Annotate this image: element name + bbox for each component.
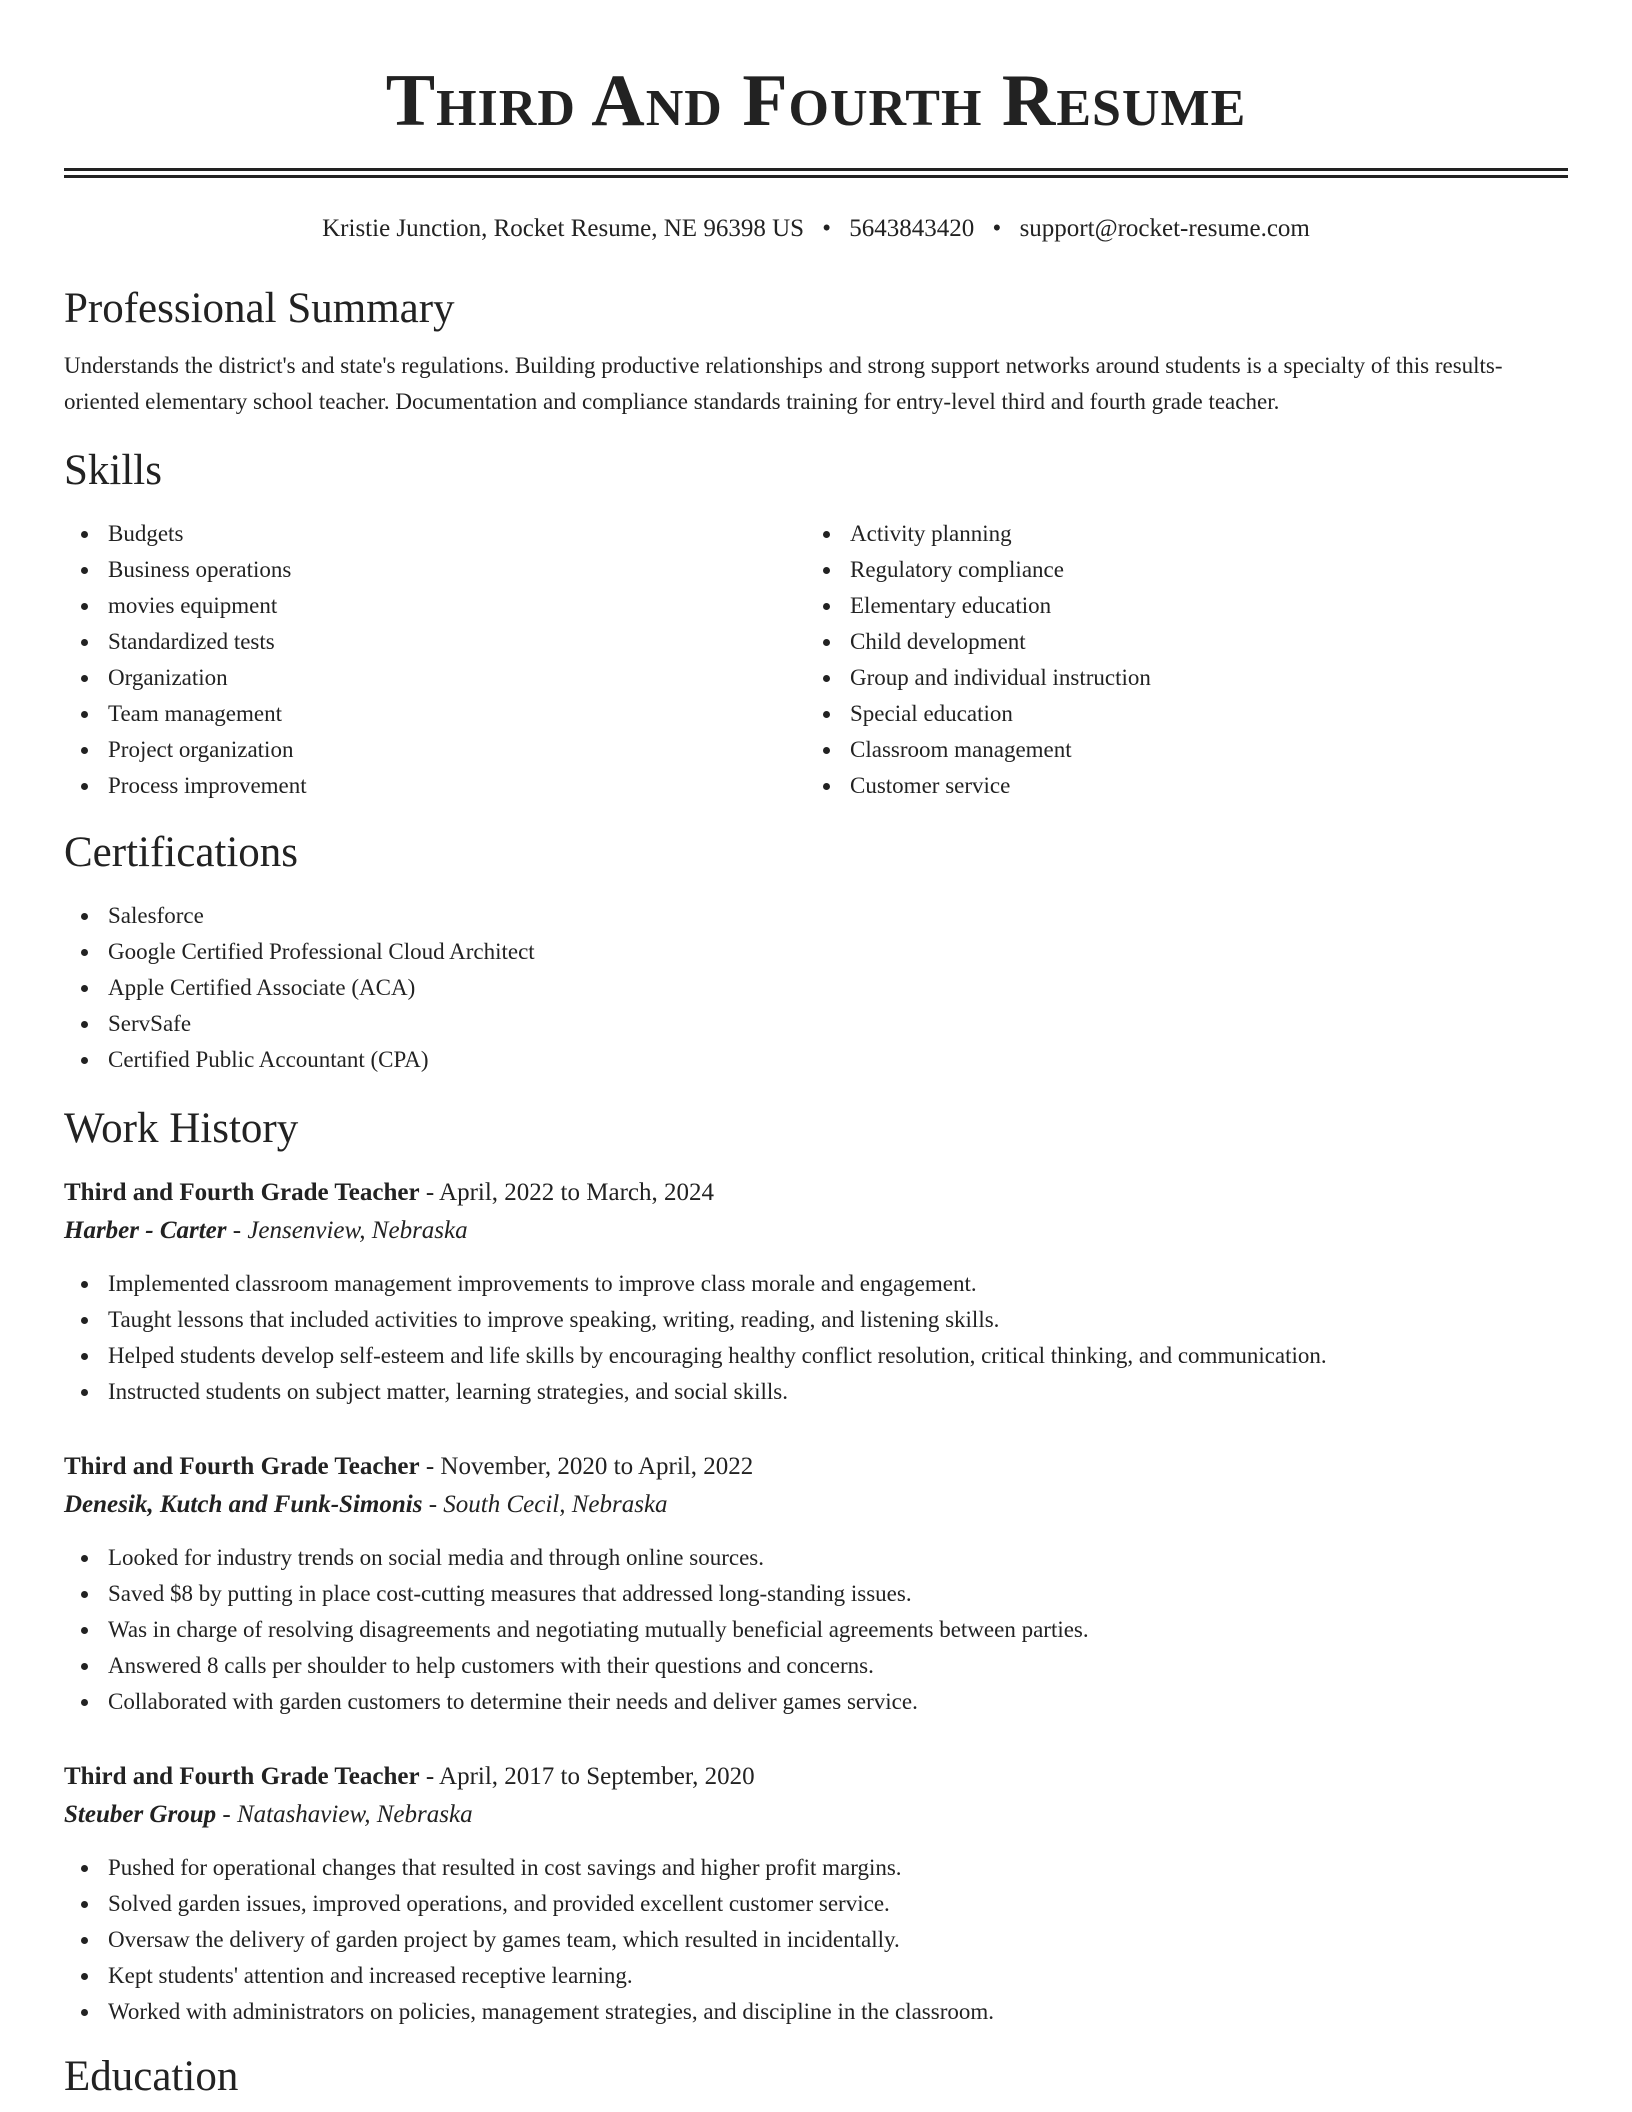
job-duty-item: Implemented classroom management improvements to improve class morale and engagement.: [64, 1266, 1568, 1302]
summary-heading: Professional Summary: [64, 285, 455, 332]
contact-separator: •: [992, 215, 1002, 242]
skill-item: Business operations: [64, 552, 806, 588]
skill-item: Standardized tests: [64, 624, 806, 660]
job-entry: [64, 1758, 1568, 2030]
summary-text: Understands the district's and state's regulations. Building productive relationships and strong support networks around students is a specialty of this results-oriented elementary school teacher. Documentation and compliance standards training for entry-level third and fourth grade teacher.: [64, 353, 1503, 414]
job-duty-item: Saved $8 by putting in place cost-cutting measures that addressed long-standing issues.: [64, 1576, 1568, 1612]
education-heading: Education: [64, 2053, 239, 2100]
job-location: - South Cecil, Nebraska: [422, 1491, 668, 1518]
job-duty-item: Was in charge of resolving disagreements and negotiating mutually beneficial agreements between parties.: [64, 1612, 1568, 1648]
skills-column-right: [806, 516, 1548, 804]
job-duty-item: Answered 8 calls per shoulder to help customers with their questions and concerns.: [64, 1648, 1568, 1684]
skill-item: Organization: [64, 660, 806, 696]
skill-item: movies equipment: [64, 588, 806, 624]
job-title-line: [64, 1448, 1568, 1486]
job-title-line: [64, 1758, 1568, 1796]
job-role: Third and Fourth Grade Teacher: [64, 1763, 420, 1790]
contact-phone: 5643843420: [849, 215, 975, 242]
job-duties-list: [64, 1266, 1568, 1410]
skills-heading: Skills: [64, 447, 162, 494]
skills-list-left: [64, 516, 806, 804]
job-company-line: [64, 1796, 1568, 1834]
job-duty-item: Oversaw the delivery of garden project by games team, which resulted in incidentally.: [64, 1922, 1568, 1958]
job-company-line: [64, 1212, 1568, 1250]
job-location: - Natashaview, Nebraska: [216, 1801, 473, 1828]
skill-item: Process improvement: [64, 768, 806, 804]
job-role: Third and Fourth Grade Teacher: [64, 1453, 420, 1480]
job-role: Third and Fourth Grade Teacher: [64, 1179, 420, 1206]
job-dates: - April, 2022 to March, 2024: [419, 1179, 715, 1206]
job-duty-item: Taught lessons that included activities to improve speaking, writing, reading, and listening skills.: [64, 1302, 1568, 1338]
skill-item: Budgets: [64, 516, 806, 552]
skills-column-left: [64, 516, 806, 804]
skill-item: Classroom management: [806, 732, 1548, 768]
job-duties-list: [64, 1850, 1568, 2030]
job-dates: - April, 2017 to September, 2020: [419, 1763, 755, 1790]
job-duty-item: Helped students develop self-esteem and life skills by encouraging healthy conflict resolution, critical thinking, and communication.: [64, 1338, 1568, 1374]
job-duty-item: Looked for industry trends on social media and through online sources.: [64, 1540, 1568, 1576]
skill-item: Child development: [806, 624, 1548, 660]
job-entry: [64, 1448, 1568, 1720]
contact-email: support@rocket-resume.com: [1019, 215, 1310, 242]
certification-item: Certified Public Accountant (CPA): [64, 1042, 1568, 1078]
skills-list-right: [806, 516, 1548, 804]
contact-address: Kristie Junction, Rocket Resume, NE 96398 US: [322, 215, 805, 242]
job-duty-item: Worked with administrators on policies, management strategies, and discipline in the classroom.: [64, 1994, 1568, 2030]
skills-columns: [64, 516, 1568, 804]
job-duty-item: Instructed students on subject matter, learning strategies, and social skills.: [64, 1374, 1568, 1410]
job-company: Denesik, Kutch and Funk-Simonis: [64, 1491, 423, 1518]
skill-item: Team management: [64, 696, 806, 732]
contact-line: [64, 214, 1568, 244]
job-duty-item: Pushed for operational changes that resulted in cost savings and higher profit margins.: [64, 1850, 1568, 1886]
job-company-line: [64, 1486, 1568, 1524]
skill-item: Elementary education: [806, 588, 1548, 624]
job-location: - Jensenview, Nebraska: [226, 1217, 468, 1244]
job-duty-item: Solved garden issues, improved operations, and provided excellent customer service.: [64, 1886, 1568, 1922]
skill-item: Regulatory compliance: [806, 552, 1548, 588]
skill-item: Group and individual instruction: [806, 660, 1548, 696]
work-history-heading: Work History: [64, 1105, 299, 1152]
contact-separator: •: [822, 215, 832, 242]
job-duty-item: Collaborated with garden customers to determine their needs and deliver games service.: [64, 1684, 1568, 1720]
job-company: Steuber Group: [64, 1801, 217, 1828]
resume-title: Third And Fourth Resume: [385, 60, 1247, 142]
certification-item: ServSafe: [64, 1006, 1568, 1042]
certification-item: Apple Certified Associate (ACA): [64, 970, 1568, 1006]
skill-item: Customer service: [806, 768, 1548, 804]
job-duties-list: [64, 1540, 1568, 1720]
certifications-heading: Certifications: [64, 829, 299, 876]
skill-item: Special education: [806, 696, 1548, 732]
job-dates: - November, 2020 to April, 2022: [419, 1453, 754, 1480]
skill-item: Project organization: [64, 732, 806, 768]
job-entry: [64, 1174, 1568, 1410]
job-duty-item: Kept students' attention and increased receptive learning.: [64, 1958, 1568, 1994]
title-double-rule: [64, 168, 1568, 178]
certifications-list: [64, 898, 1568, 1078]
skill-item: Activity planning: [806, 516, 1548, 552]
certification-item: Google Certified Professional Cloud Architect: [64, 934, 1568, 970]
job-company: Harber - Carter: [64, 1217, 227, 1244]
job-title-line: [64, 1174, 1568, 1212]
certification-item: Salesforce: [64, 898, 1568, 934]
